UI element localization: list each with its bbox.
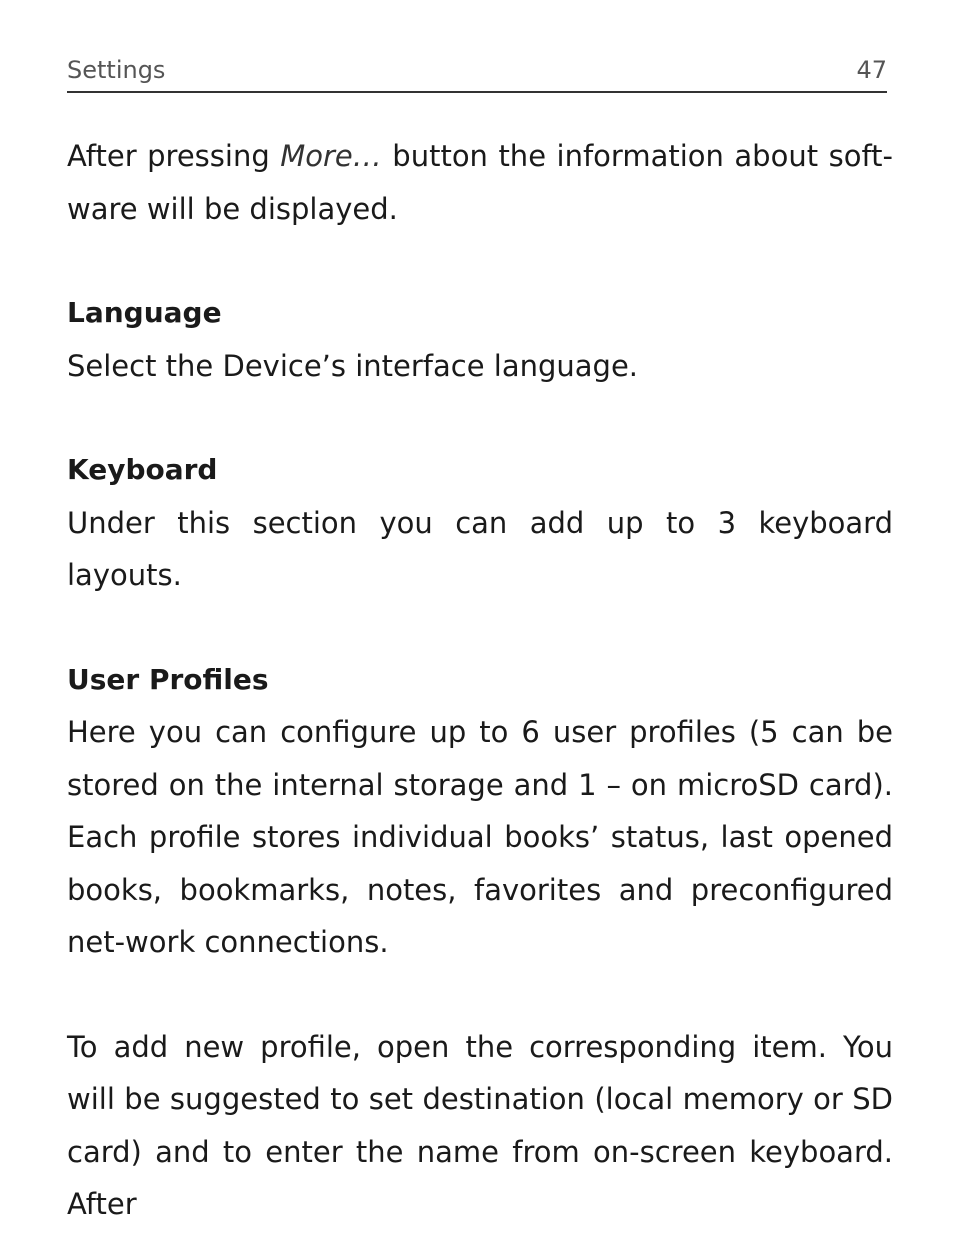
page-content — [67, 130, 893, 1231]
user-profiles-paragraph-2: To add new profile, open the corresponding item. You will be suggested to set destination (local memory or SD card) and to enter the name from on-screen keyboard. After — [67, 1029, 893, 1221]
more-button-reference: More… — [280, 139, 382, 173]
section-title: Settings — [67, 56, 166, 84]
running-header — [67, 56, 887, 93]
keyboard-heading: Keyboard — [67, 453, 218, 486]
page-number: 47 — [856, 56, 887, 84]
user-profiles-paragraph: Here you can configure up to 6 user profiles (5 can be stored on the internal storage and 1 – on microSD card). Each profile stores individual books’ status, last opened books, bookmarks, notes, favorites and preconfigured net-work connections. — [67, 715, 893, 959]
keyboard-paragraph: Under this section you can add up to 3 keyboard layouts. — [67, 505, 893, 592]
intro-text-before: After pressing — [67, 139, 281, 173]
intro-paragraph — [67, 130, 893, 235]
language-heading: Language — [67, 296, 222, 329]
language-paragraph: Select the Device’s interface language. — [67, 348, 639, 383]
intro-text-after: button the information about soft-ware will be displayed. — [67, 139, 893, 226]
paragraph-gap — [67, 969, 893, 1021]
user-profiles-heading: User Profiles — [67, 662, 269, 696]
